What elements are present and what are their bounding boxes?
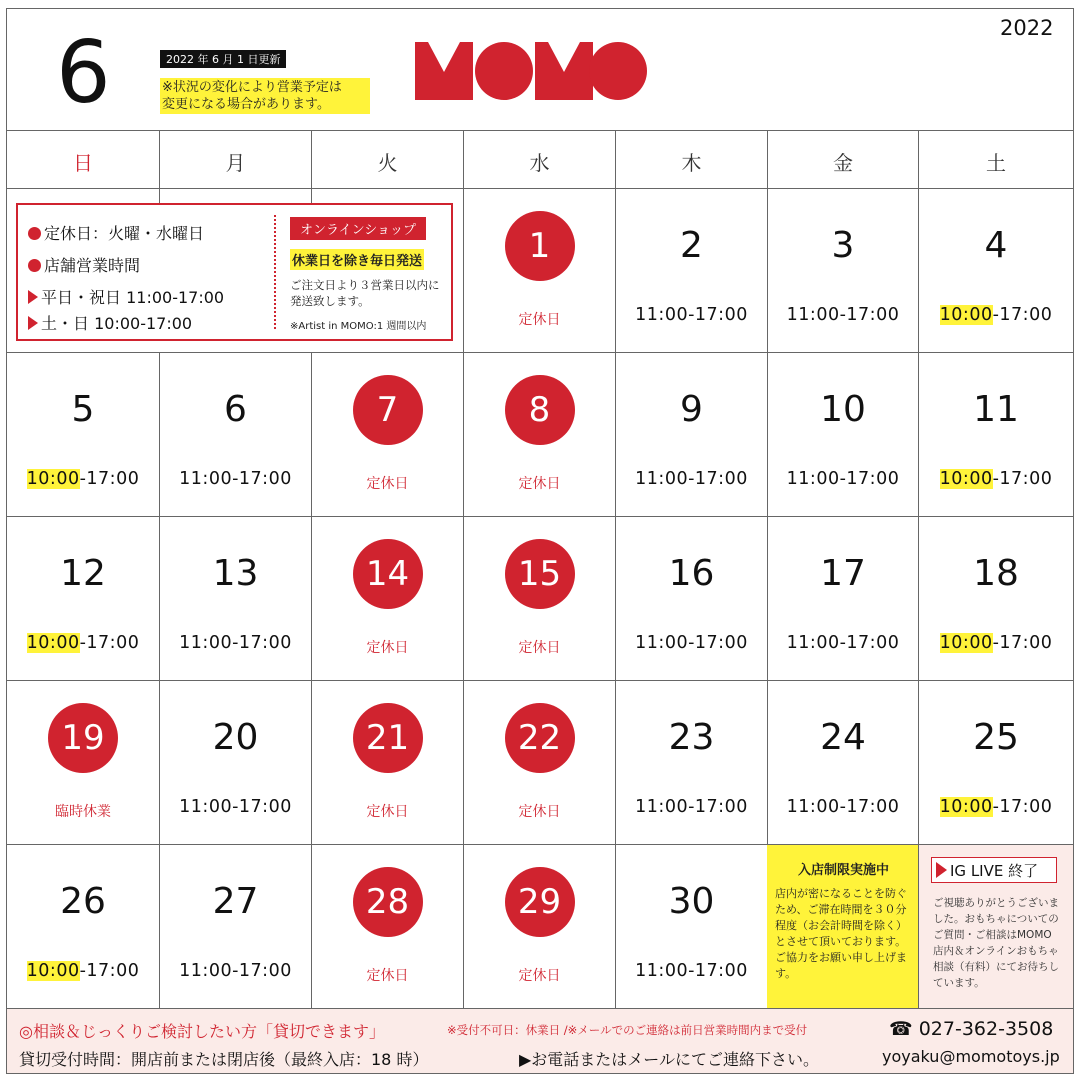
day-cell — [464, 353, 615, 516]
day-number: 30 — [668, 881, 715, 922]
closed-days-row — [28, 221, 204, 244]
dotted-separator — [274, 215, 276, 329]
momo-logo — [415, 42, 647, 100]
weekday-thu: 木 — [681, 150, 702, 175]
weekend-hours-text: 土・日 10:00-17:00 — [41, 314, 193, 333]
day-cell — [919, 189, 1073, 352]
weekday-tue: 火 — [377, 150, 398, 175]
private-booking-headline: ◎相談＆じっくりご検討したい方「貸切できます」 — [19, 1022, 385, 1041]
day-number: 10 — [820, 389, 866, 430]
weekend-hours-row — [28, 311, 192, 334]
business-hours: 11:00-17:00 — [179, 633, 292, 653]
day-number: 24 — [820, 717, 866, 758]
opening-time-highlight: 10:00 — [26, 961, 80, 981]
closed-day-number: 21 — [353, 703, 423, 773]
closing-time: -17:00 — [79, 961, 140, 981]
business-hours — [7, 961, 159, 981]
closed-days-text: 定休日：火曜・水曜日 — [44, 224, 205, 243]
closed-day-number: 19 — [48, 703, 118, 773]
closing-time: -17:00 — [992, 797, 1053, 817]
bullet-dot-icon — [28, 227, 41, 240]
restriction-body: 店内が密になることを防ぐため、ご滞在時間を３０分程度（お会計時間を除く）とさせて頂いております。ご協力をお願い申し上げます。 — [775, 887, 907, 980]
day-number: 9 — [680, 389, 703, 430]
day-cell — [312, 517, 463, 680]
business-hours: 11:00-17:00 — [786, 633, 900, 653]
closed-day-number: 14 — [353, 539, 423, 609]
closing-time: -17:00 — [992, 469, 1053, 489]
triangle-arrow-icon — [28, 290, 38, 304]
day-number: 16 — [668, 553, 715, 594]
email-address[interactable]: yoyaku@momotoys.jp — [882, 1047, 1060, 1066]
day-number: 2 — [680, 225, 703, 266]
business-hours: 11:00-17:00 — [786, 305, 900, 325]
day-number: 17 — [820, 553, 866, 594]
closed-label: 定休日 — [366, 804, 409, 820]
opening-time-highlight: 10:00 — [939, 305, 993, 325]
day-cell — [768, 353, 918, 516]
weekday-mon: 月 — [225, 150, 246, 175]
business-hours: 11:00-17:00 — [635, 961, 748, 981]
day-number: 23 — [668, 717, 715, 758]
closing-time: -17:00 — [79, 633, 140, 653]
footer — [7, 1009, 1073, 1073]
business-hours — [919, 797, 1073, 817]
day-cell — [919, 681, 1073, 844]
update-date-badge: 2022 年 6 月 1 日更新 — [160, 50, 286, 68]
closed-day-number: 15 — [505, 539, 575, 609]
business-hours: 11:00-17:00 — [635, 797, 748, 817]
business-hours — [7, 633, 159, 653]
day-number: 13 — [212, 553, 259, 594]
day-cell — [616, 681, 767, 844]
business-hours — [919, 305, 1073, 325]
day-number: 20 — [212, 717, 259, 758]
closed-label: 定休日 — [518, 804, 561, 820]
ig-live-box — [919, 845, 1073, 1008]
ig-live-title-text: IG LIVE 終了 — [950, 861, 1039, 880]
weekday-hours-text: 平日・祝日 11:00-17:00 — [41, 288, 225, 307]
closing-time: -17:00 — [992, 305, 1053, 325]
ig-live-body: ご視聴ありがとうございました。おもちゃについてのご質問・ご相談はMOMO 店内＆オンラインおもちゃ相談（有料）にてお待ちしています。 — [933, 897, 1059, 989]
opening-time-highlight: 10:00 — [939, 469, 993, 489]
day-cell — [464, 681, 615, 844]
day-cell — [768, 681, 918, 844]
day-cell — [160, 681, 311, 844]
closed-day-number: 7 — [353, 375, 423, 445]
day-number: 25 — [973, 717, 1019, 758]
day-number: 11 — [973, 389, 1019, 430]
opening-time-highlight: 10:00 — [939, 797, 993, 817]
day-cell — [616, 517, 767, 680]
grid-line — [6, 130, 1074, 131]
business-hours: 11:00-17:00 — [786, 469, 900, 489]
closed-label: 定休日 — [518, 640, 561, 656]
business-hours: 11:00-17:00 — [635, 633, 748, 653]
notice-line-1: ※状況の変化により営業予定は — [162, 80, 342, 95]
store-hours-title: 店舗営業時間 — [44, 256, 141, 275]
business-hours: 11:00-17:00 — [786, 797, 900, 817]
ig-live-title — [931, 857, 1057, 883]
weekday-wed: 水 — [529, 150, 550, 175]
closed-day-number: 28 — [353, 867, 423, 937]
day-number: 4 — [984, 225, 1008, 266]
closing-time: -17:00 — [79, 469, 140, 489]
closed-day-number: 8 — [505, 375, 575, 445]
day-number: 27 — [212, 881, 259, 922]
closed-day-number: 1 — [505, 211, 575, 281]
day-cell — [464, 845, 615, 1008]
day-cell — [768, 189, 918, 352]
day-cell — [919, 353, 1073, 516]
contact-instruction: ▶お電話またはメールにてご連絡下さい。 — [519, 1050, 819, 1069]
day-number: 3 — [831, 225, 855, 266]
day-number: 5 — [71, 389, 95, 430]
business-hours: 11:00-17:00 — [179, 797, 292, 817]
closed-label: 定休日 — [518, 476, 561, 492]
booking-restriction-note: ※受付不可日：休業日 /※メールでのご連絡は前日営業時間内まで受付 — [447, 1023, 808, 1037]
shipping-daily-tag: 休業日を除き毎日発送 — [290, 249, 424, 270]
business-hours — [919, 633, 1073, 653]
weekday-sat: 土 — [986, 150, 1006, 175]
triangle-arrow-icon — [936, 862, 947, 878]
closed-label: 定休日 — [518, 968, 561, 984]
opening-time-highlight: 10:00 — [26, 469, 80, 489]
opening-time-highlight: 10:00 — [26, 633, 80, 653]
business-hours — [7, 469, 159, 489]
day-cell — [312, 845, 463, 1008]
closed-label: 定休日 — [366, 640, 409, 656]
booking-hours: 貸切受付時間：開店前または閉店後（最終入店：18 時） — [19, 1050, 429, 1069]
day-cell — [160, 517, 311, 680]
day-number: 18 — [973, 553, 1019, 594]
month-number: 6 — [56, 23, 111, 123]
artist-note: ※Artist in MOMO:1 週間以内 — [290, 321, 427, 332]
year-label: 2022 — [1000, 16, 1054, 40]
day-number: 26 — [60, 881, 106, 922]
day-cell — [160, 353, 311, 516]
day-number: 6 — [224, 389, 247, 430]
opening-time-highlight: 10:00 — [939, 633, 993, 653]
day-cell — [464, 517, 615, 680]
closed-day-number: 22 — [505, 703, 575, 773]
business-hours — [919, 469, 1073, 489]
day-cell — [616, 353, 767, 516]
phone-number[interactable]: ☎ 027-362-3508 — [889, 1018, 1054, 1040]
entry-restriction-box — [767, 845, 918, 1008]
closed-label: 臨時休業 — [55, 804, 111, 820]
day-cell — [919, 517, 1073, 680]
business-hours: 11:00-17:00 — [635, 469, 748, 489]
online-shop-tag: オンラインショップ — [290, 217, 426, 240]
day-cell — [464, 189, 615, 352]
day-cell — [7, 681, 159, 844]
weekday-sun: 日 — [73, 150, 93, 175]
schedule-change-notice — [160, 78, 370, 114]
closed-day-number: 29 — [505, 867, 575, 937]
shipping-note: ご注文日より３営業日以内に発送致します。 — [290, 278, 440, 308]
day-cell — [312, 681, 463, 844]
closing-time: -17:00 — [992, 633, 1053, 653]
day-cell — [7, 845, 159, 1008]
day-cell — [616, 189, 767, 352]
closed-label: 定休日 — [366, 968, 409, 984]
closed-label: 定休日 — [518, 312, 561, 328]
business-hours: 11:00-17:00 — [635, 305, 748, 325]
day-cell — [7, 517, 159, 680]
day-cell — [616, 845, 767, 1008]
weekday-fri: 金 — [833, 150, 853, 175]
day-cell — [160, 845, 311, 1008]
store-hours-row — [28, 253, 140, 276]
business-hours: 11:00-17:00 — [179, 961, 292, 981]
business-hours: 11:00-17:00 — [179, 469, 292, 489]
weekday-hours-row — [28, 285, 224, 308]
closed-label: 定休日 — [366, 476, 409, 492]
day-cell — [312, 353, 463, 516]
restriction-title: 入店制限実施中 — [797, 863, 889, 878]
bullet-dot-icon — [28, 259, 41, 272]
day-cell — [768, 517, 918, 680]
triangle-arrow-icon — [28, 316, 38, 330]
day-number: 12 — [60, 553, 106, 594]
notice-line-2: 変更になる場合があります。 — [162, 97, 330, 112]
store-info-box — [16, 203, 453, 341]
day-cell — [7, 353, 159, 516]
